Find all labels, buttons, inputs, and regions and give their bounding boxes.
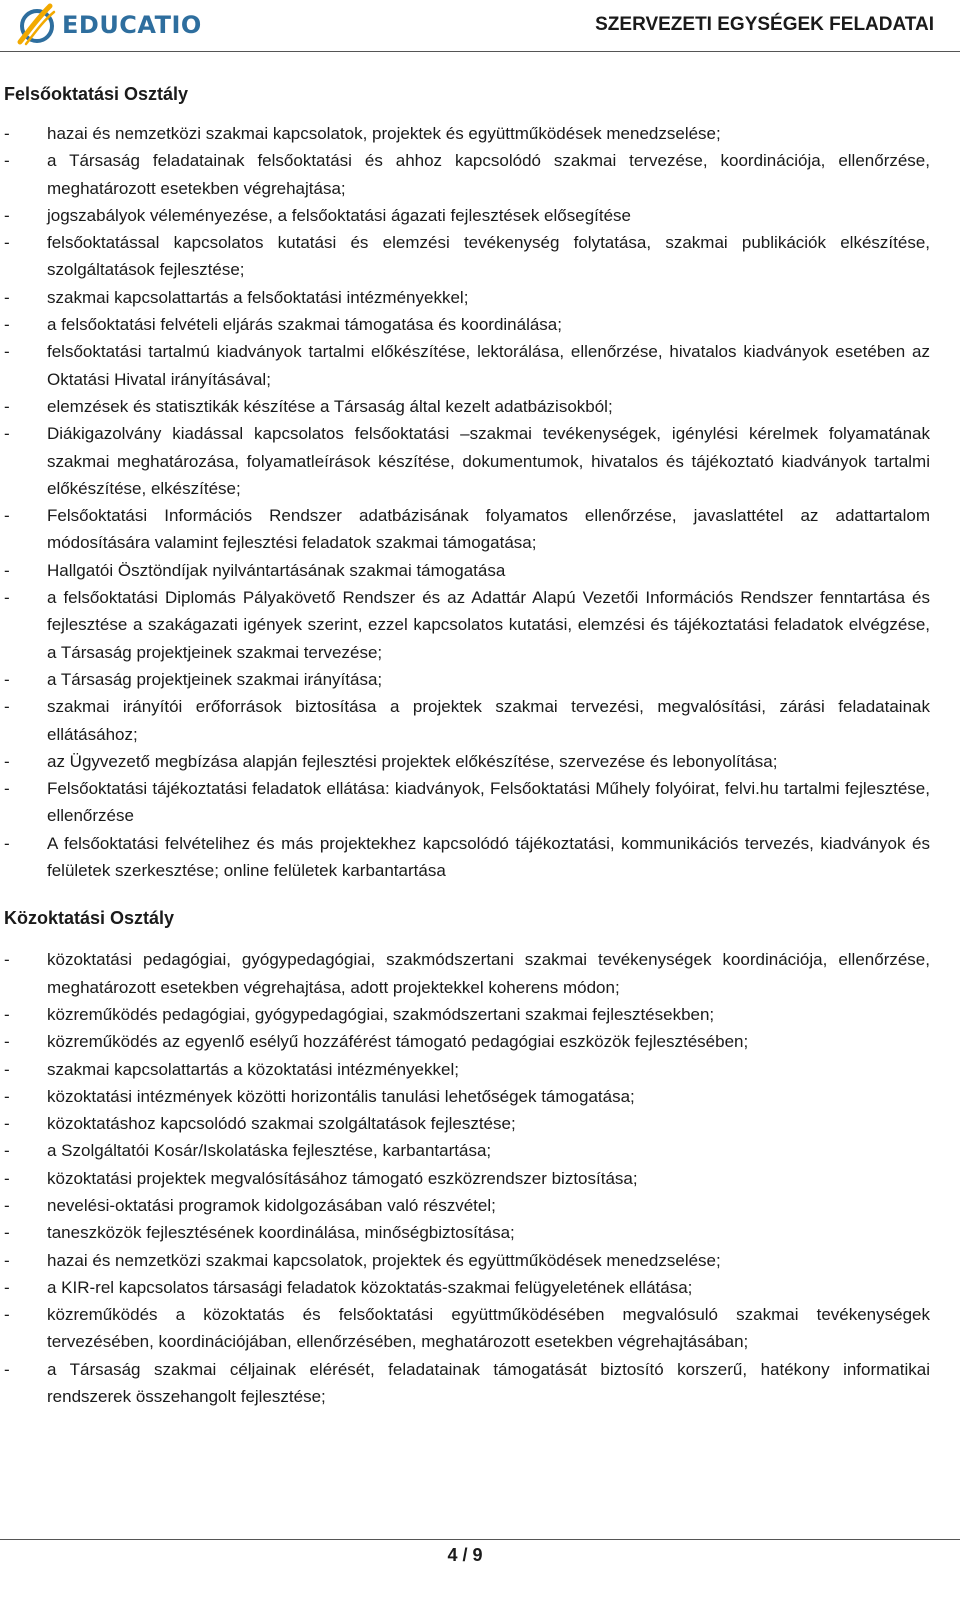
list-item: - hazai és nemzetközi szakmai kapcsolatok, projektek és együttműködések menedzselése; (4, 1247, 930, 1274)
list-item: - közoktatási intézmények közötti horizontális tanulási lehetőségek támogatása; (4, 1083, 930, 1110)
document-title: SZERVEZETI EGYSÉGEK FELADATAI (595, 14, 934, 35)
footer-divider (0, 1539, 960, 1540)
document-body (4, 80, 930, 1410)
list-item: - szakmai kapcsolattartás a közoktatási intézményekkel; (4, 1056, 930, 1083)
task-list (4, 946, 930, 1410)
list-item: - a Társaság projektjeinek szakmai irányítása; (4, 666, 930, 693)
list-item: - nevelési-oktatási programok kidolgozásában való részvétel; (4, 1192, 930, 1219)
list-item: - Felsőoktatási tájékoztatási feladatok ellátása: kiadványok, Felsőoktatási Műhely folyóirat, felvi.hu tartalmi fejlesztése, ellenőrzése (4, 775, 930, 830)
logo-text: EDUCATIO (62, 11, 202, 39)
educatio-logo-icon (14, 2, 60, 48)
list-item: - közreműködés a közoktatás és felsőoktatási együttműködésében megvalósuló szakmai tevékenységek tervezésében, koordinációjában, ellenőrzésében, meghatározott esetekben végrehajtásában; (4, 1301, 930, 1356)
list-item: - felsőoktatással kapcsolatos kutatási és elemzési tevékenység folytatása, szakmai publikációk elkészítése, szolgáltatások fejlesztése; (4, 229, 930, 284)
list-item: - közoktatási projektek megvalósításához támogató eszközrendszer biztosítása; (4, 1165, 930, 1192)
list-item: - közreműködés pedagógiai, gyógypedagógiai, szakmódszertani szakmai fejlesztésekben; (4, 1001, 930, 1028)
list-item: - a Társaság szakmai céljainak elérését, feladatainak támogatását biztosító korszerű, hatékony informatikai rendszerek összehangolt fejlesztése; (4, 1356, 930, 1411)
list-item: - a Szolgáltatói Kosár/Iskolatáska fejlesztése, karbantartása; (4, 1137, 930, 1164)
list-item: - Hallgatói Ösztöndíjak nyilvántartásának szakmai támogatása (4, 557, 930, 584)
list-item: - jogszabályok véleményezése, a felsőoktatási ágazati fejlesztések elősegítése (4, 202, 930, 229)
section-kozoktatasi-osztaly (4, 904, 930, 1410)
list-item: - elemzések és statisztikák készítése a Társaság által kezelt adatbázisokból; (4, 393, 930, 420)
list-item: - közoktatási pedagógiai, gyógypedagógiai, szakmódszertani szakmai tevékenységek koordinációja, ellenőrzése, meghatározott esetekben végrehajtása, adott projektekkel koherens módon; (4, 946, 930, 1001)
list-item: - közreműködés az egyenlő esélyű hozzáférést támogató pedagógiai eszközök fejlesztésében; (4, 1028, 930, 1055)
list-item: - a KIR-rel kapcsolatos társasági feladatok közoktatás-szakmai felügyeletének ellátása; (4, 1274, 930, 1301)
section-title: Közoktatási Osztály (4, 908, 175, 929)
list-item: - szakmai irányítói erőforrások biztosítása a projektek szakmai tervezési, megvalósítási, zárási feladatainak ellátásához; (4, 693, 930, 748)
page-header (0, 0, 960, 52)
list-item: - Diákigazolvány kiadással kapcsolatos felsőoktatási –szakmai tevékenységek, igénylési kérelmek folyamatának szakmai meghatározása, folyamatleírások készítése, dokumentumok, hivatalos és tájékoztató kiadványok tartalmi előkészítése, elkészítése; (4, 420, 930, 502)
list-item: - az Ügyvezető megbízása alapján fejlesztési projektek előkészítése, szervezése és lebonyolítása; (4, 748, 930, 775)
header-divider (0, 51, 960, 52)
list-item: - felsőoktatási tartalmú kiadványok tartalmi előkészítése, lektorálása, ellenőrzése, hivatalos kiadványok esetében az Oktatási Hivatal irányításával; (4, 338, 930, 393)
list-item: - a felsőoktatási Diplomás Pályakövető Rendszer és az Adattár Alapú Vezetői Információs Rendszer fenntartása és fejlesztése a szakágazati igények szerint, ezzel kapcsolatos kutatási, elemzési és tájékoztatási feladatok elvégzése, a Társaság projektjeinek szakmai tervezése; (4, 584, 930, 666)
list-item: - A felsőoktatási felvételihez és más projektekhez kapcsolódó tájékoztatási, kommunikációs tervezés, kiadványok és felületek szerkesztése; online felületek karbantartása (4, 830, 930, 885)
list-item: - a Társaság feladatainak felsőoktatási és ahhoz kapcsolódó szakmai tervezése, koordinációja, ellenőrzése, meghatározott esetekben végrehajtása; (4, 147, 930, 202)
list-item: - a felsőoktatási felvételi eljárás szakmai támogatása és koordinálása; (4, 311, 930, 338)
educatio-logo (14, 2, 202, 48)
section-felsooktatasi-osztaly (4, 80, 930, 884)
list-item: - szakmai kapcsolattartás a felsőoktatási intézményekkel; (4, 284, 930, 311)
list-item: - Felsőoktatási Információs Rendszer adatbázisának folyamatos ellenőrzése, javaslattétel az adattartalom módosítására valamint fejlesztési feladatok szakmai támogatása; (4, 502, 930, 557)
list-item: - taneszközök fejlesztésének koordinálása, minőségbiztosítása; (4, 1219, 930, 1246)
task-list (4, 120, 930, 884)
list-item: - hazai és nemzetközi szakmai kapcsolatok, projektek és együttműködések menedzselése; (4, 120, 930, 147)
section-title: Felsőoktatási Osztály (4, 84, 189, 104)
list-item: - közoktatáshoz kapcsolódó szakmai szolgáltatások fejlesztése; (4, 1110, 930, 1137)
page-number: 4 / 9 (447, 1545, 483, 1565)
